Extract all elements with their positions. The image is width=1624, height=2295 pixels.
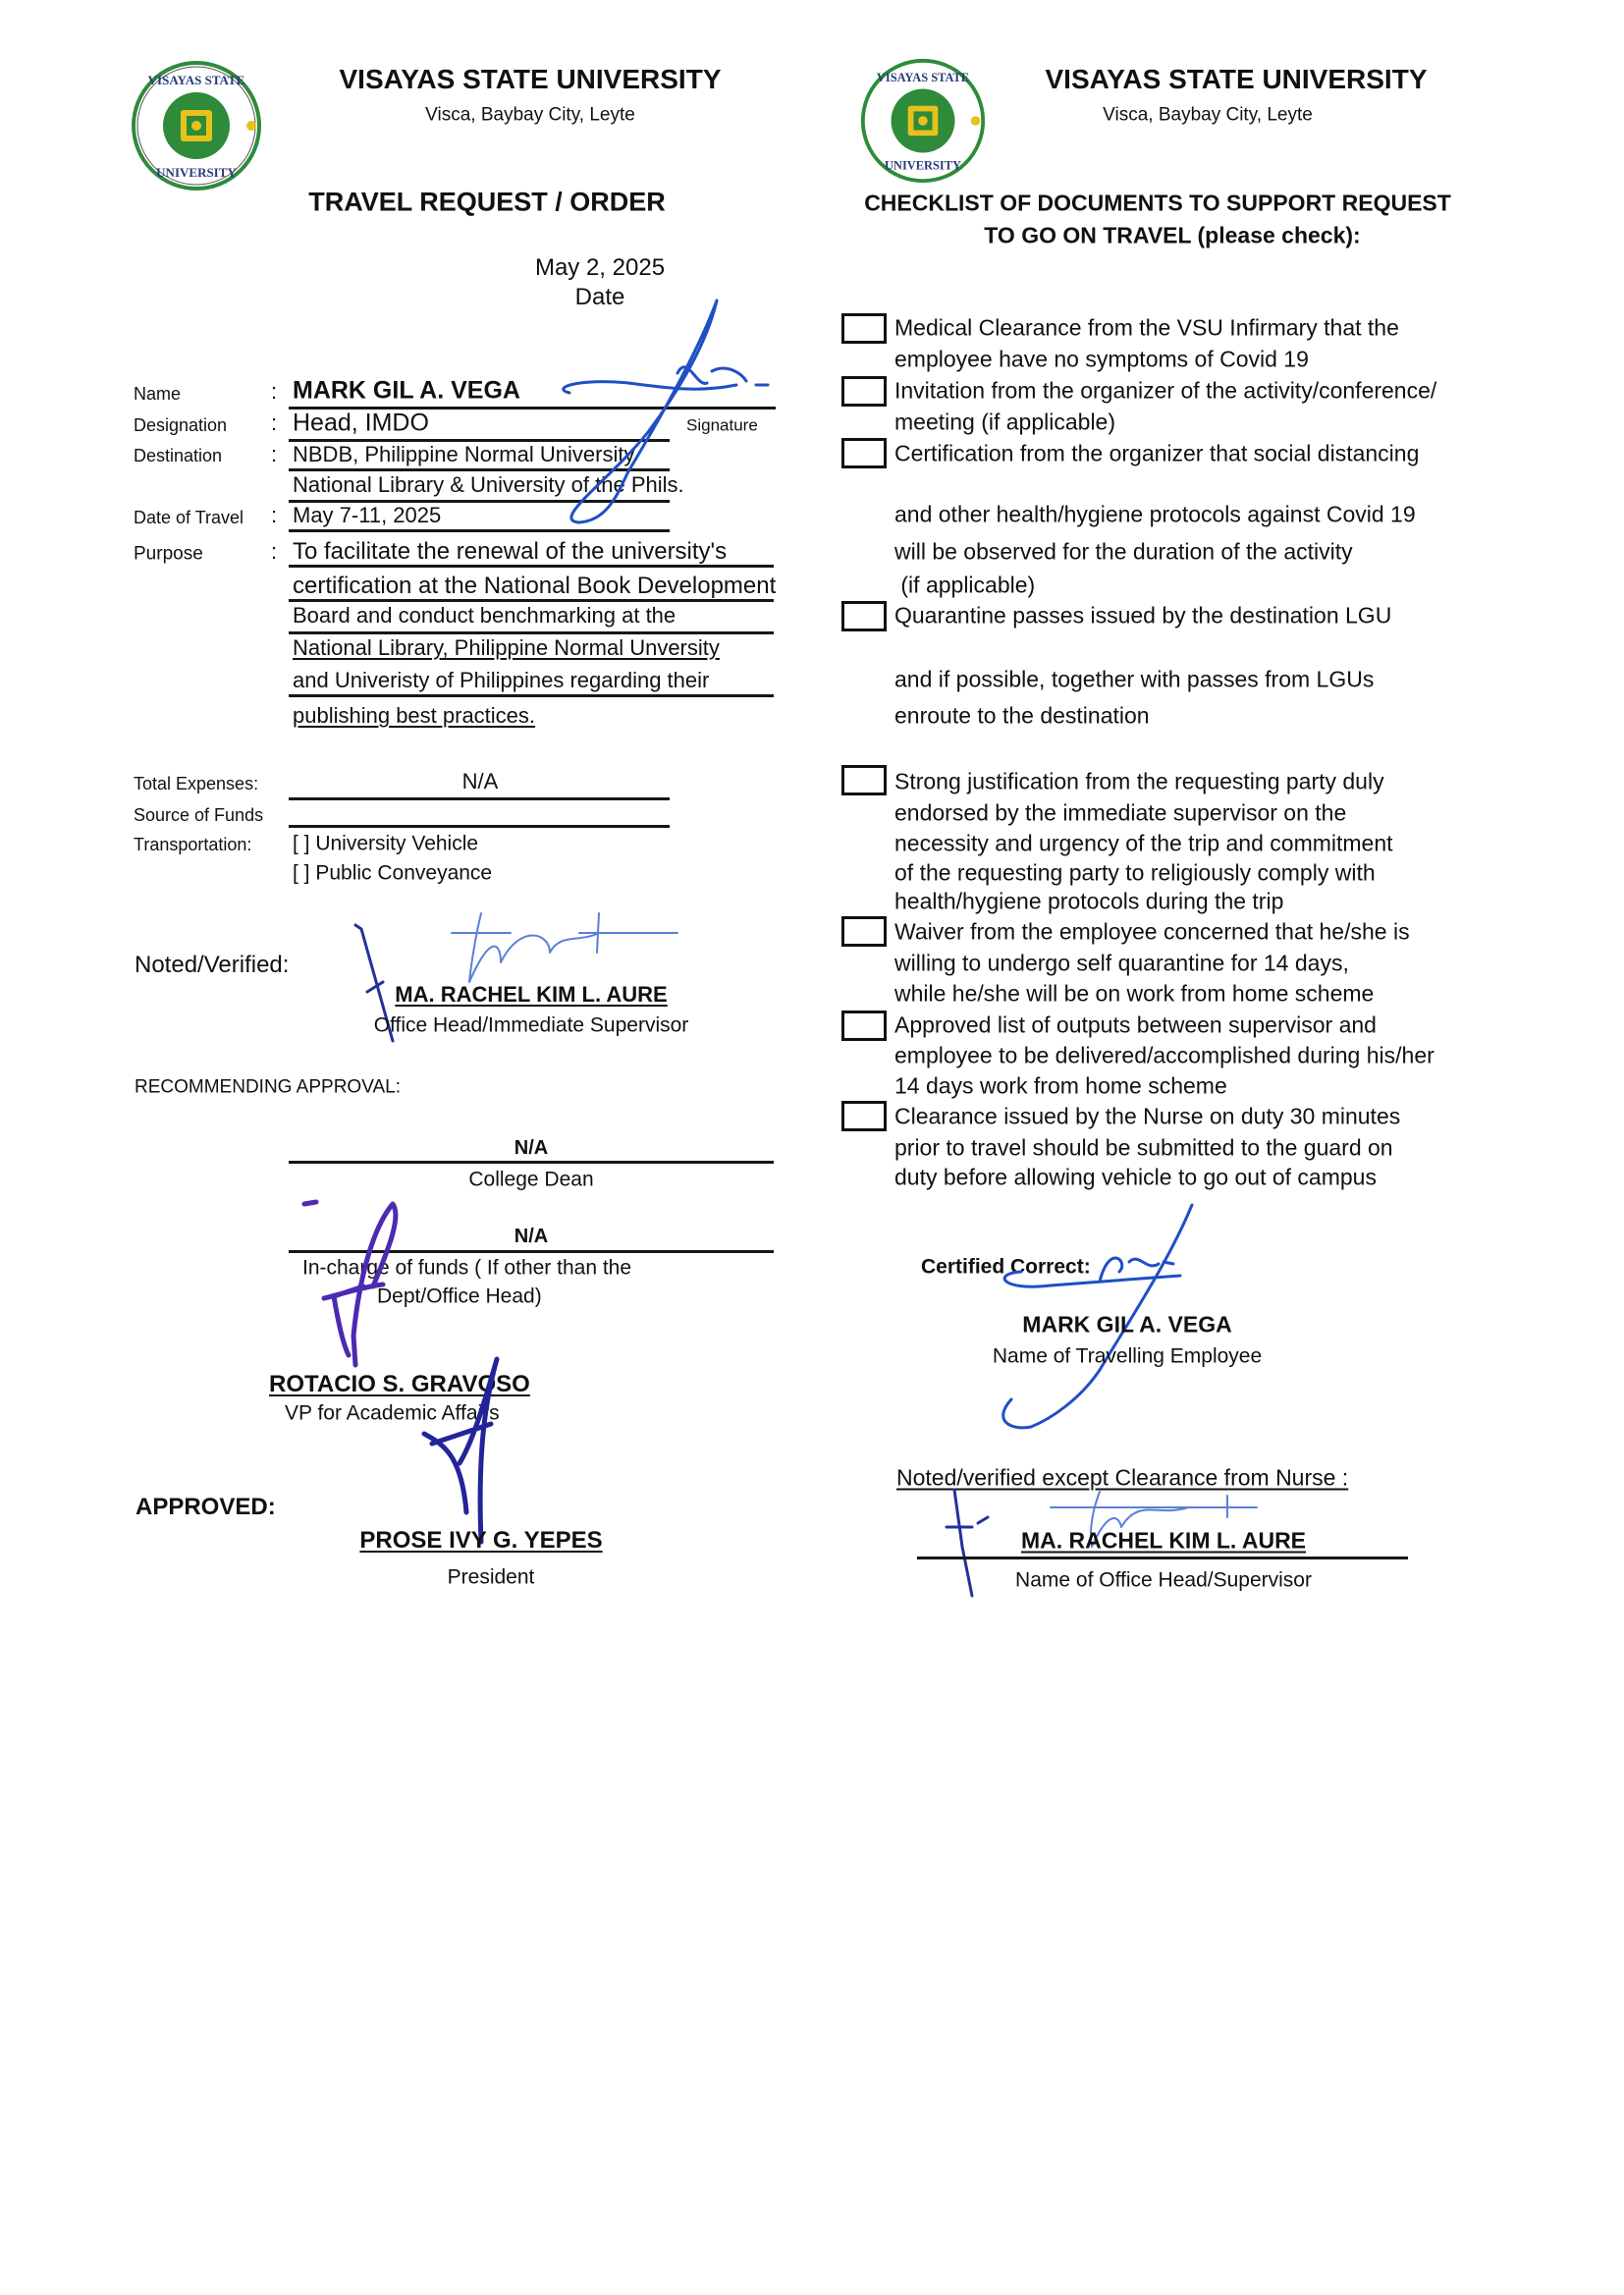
checkbox-strong-justification[interactable] <box>841 765 887 795</box>
checklist-item-line: necessity and urgency of the trip and commitment <box>894 830 1393 856</box>
signature-gravoso <box>295 1188 432 1375</box>
vp-title: VP for Academic Affairs <box>285 1401 500 1425</box>
noted-verified-label: Noted/Verified: <box>135 952 290 978</box>
checklist-item-line: (if applicable) <box>894 572 1036 598</box>
checklist-item-line: Invitation from the organizer of the activity/conference/ <box>894 377 1437 404</box>
funds-incharge-title: Dept/Office Head) <box>377 1284 542 1308</box>
purpose-line: certification at the National Book Development <box>293 573 777 599</box>
recommending-approval-label: RECOMMENDING APPROVAL: <box>135 1076 401 1098</box>
checkbox-waiver[interactable] <box>841 916 887 947</box>
certified-correct-label: Certified Correct: <box>921 1255 1091 1279</box>
designation-label: Designation <box>134 415 228 435</box>
checklist-item-line: Certification from the organizer that social distancing <box>894 440 1420 466</box>
president-title: President <box>447 1565 535 1589</box>
university-name: VISAYAS STATE UNIVERSITY <box>339 64 722 94</box>
checklist-item-line: Clearance issued by the Nurse on duty 30 minutes <box>894 1103 1401 1129</box>
purpose-line: National Library, Philippine Normal Unversity <box>293 635 720 660</box>
destination-label: Destination <box>134 446 223 465</box>
checklist-item-line: and if possible, together with passes from LGUs <box>894 666 1375 692</box>
designation-value: Head, IMDO <box>293 409 429 437</box>
destination-line: National Library & University of the Phils. <box>293 472 684 497</box>
date-of-travel-value: May 7-11, 2025 <box>293 503 442 527</box>
checkbox-invitation[interactable] <box>841 376 887 407</box>
supervisor-name: MA. RACHEL KIM L. AURE <box>1020 1527 1307 1554</box>
checklist-title: CHECKLIST OF DOCUMENTS TO SUPPORT REQUEST <box>864 190 1451 216</box>
checklist-item-line: Strong justification from the requesting party duly <box>894 768 1384 794</box>
purpose-label: Purpose <box>134 543 203 565</box>
checklist-item-line: of the requesting party to religiously comply with <box>894 859 1376 886</box>
transport-option-university-vehicle[interactable]: [ ] University Vehicle <box>293 832 479 855</box>
supervisor-title: Name of Office Head/Supervisor <box>1015 1568 1312 1592</box>
name-value: MARK GIL A. VEGA <box>293 376 520 405</box>
checkbox-certification[interactable] <box>841 438 887 468</box>
form-title: TRAVEL REQUEST / ORDER <box>308 187 666 217</box>
checklist-item-line: health/hygiene protocols during the trip <box>894 888 1284 914</box>
svg-text:UNIVERSITY: UNIVERSITY <box>156 165 237 180</box>
colon: : <box>271 503 278 527</box>
vp-name: ROTACIO S. GRAVOSO <box>269 1371 530 1397</box>
checklist-item-line: employee to be delivered/accomplished during his/her <box>894 1042 1435 1068</box>
date-value: May 2, 2025 <box>534 254 666 281</box>
checkbox-medical-clearance[interactable] <box>841 313 887 344</box>
checklist-item-line: and other health/hygiene protocols against Covid 19 <box>894 501 1416 527</box>
college-dean-value: N/A <box>514 1137 549 1159</box>
checklist-item-line: Approved list of outputs between supervisor and <box>894 1011 1377 1038</box>
funds-incharge-value: N/A <box>514 1226 549 1247</box>
university-address: Visca, Baybay City, Leyte <box>1103 104 1313 126</box>
purpose-line: publishing best practices. <box>293 703 536 728</box>
purpose-line: Board and conduct benchmarking at the <box>293 603 677 628</box>
checklist-item-line: will be observed for the duration of the activity <box>894 538 1353 565</box>
checklist-item-line: willing to undergo self quarantine for 14 days, <box>894 950 1349 976</box>
university-seal-logo <box>130 59 263 192</box>
noted-except-nurse-label: Noted/verified except Clearance from Nurse : <box>896 1464 1349 1491</box>
colon: : <box>271 442 278 466</box>
checkbox-approved-outputs[interactable] <box>841 1011 887 1041</box>
transport-option-public-conveyance[interactable]: [ ] Public Conveyance <box>293 861 493 885</box>
college-dean-title: College Dean <box>468 1168 594 1191</box>
checklist-item-line: Quarantine passes issued by the destination LGU <box>894 602 1392 628</box>
checklist-title: TO GO ON TRAVEL (please check): <box>984 222 1361 248</box>
university-address: Visca, Baybay City, Leyte <box>425 104 635 126</box>
destination-line: NBDB, Philippine Normal University <box>293 442 635 466</box>
checklist-item-line: endorsed by the immediate supervisor on the <box>894 799 1347 826</box>
checklist-item-line: duty before allowing vehicle to go out of campus <box>894 1164 1377 1190</box>
checklist-item-line: prior to travel should be submitted to the guard on <box>894 1134 1393 1161</box>
colon: : <box>271 379 278 404</box>
source-of-funds-label: Source of Funds <box>134 805 264 825</box>
name-label: Name <box>134 384 182 404</box>
checklist-item-line: enroute to the destination <box>894 702 1150 729</box>
colon: : <box>271 539 278 564</box>
checklist-item-line: meeting (if applicable) <box>894 409 1116 435</box>
transportation-label: Transportation: <box>134 835 252 854</box>
checklist-item-line: Waiver from the employee concerned that he/she is <box>894 918 1410 945</box>
checkbox-nurse-clearance[interactable] <box>841 1101 887 1131</box>
svg-text:VISAYAS STATE: VISAYAS STATE <box>876 70 970 84</box>
total-expenses-label: Total Expenses: <box>134 774 259 793</box>
checklist-item-line: while he/she will be on work from home scheme <box>894 980 1375 1007</box>
svg-text:UNIVERSITY: UNIVERSITY <box>885 158 961 173</box>
date-of-travel-label: Date of Travel <box>134 508 244 527</box>
svg-text:VISAYAS STATE: VISAYAS STATE <box>147 73 245 87</box>
certified-name: MARK GIL A. VEGA <box>1022 1311 1232 1338</box>
noted-title: Office Head/Immediate Supervisor <box>373 1013 689 1037</box>
certified-title: Name of Travelling Employee <box>992 1344 1263 1368</box>
signature-label: Signature <box>686 415 758 435</box>
funds-incharge-title: In-charge of funds ( If other than the <box>302 1256 632 1280</box>
checklist-item-line: Medical Clearance from the VSU Infirmary that the <box>894 314 1399 341</box>
checklist-item-line: 14 days work from home scheme <box>894 1072 1227 1099</box>
purpose-line: and Univeristy of Philippines regarding their <box>293 668 710 692</box>
president-name: PROSE IVY G. YEPES <box>359 1527 603 1554</box>
approved-label: APPROVED: <box>135 1494 276 1520</box>
university-seal-logo <box>856 57 990 185</box>
purpose-line: To facilitate the renewal of the university's <box>293 538 728 565</box>
checklist-item-line: employee have no symptoms of Covid 19 <box>894 346 1309 372</box>
checkbox-quarantine-passes[interactable] <box>841 601 887 631</box>
noted-name: MA. RACHEL KIM L. AURE <box>395 982 668 1007</box>
date-label: Date <box>574 284 625 310</box>
colon: : <box>271 410 278 435</box>
total-expenses-value: N/A <box>461 769 499 793</box>
university-name: VISAYAS STATE UNIVERSITY <box>1045 64 1428 94</box>
